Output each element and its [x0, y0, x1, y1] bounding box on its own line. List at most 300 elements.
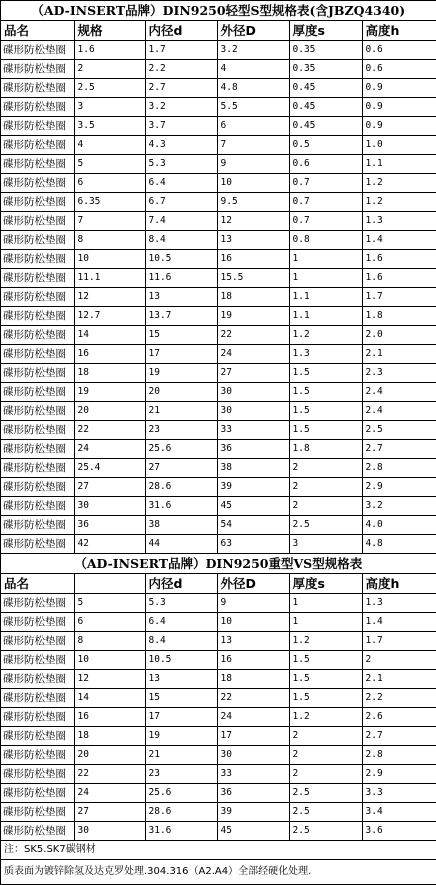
inner-diameter-cell: 23 — [145, 765, 217, 784]
inner-diameter-cell: 5.3 — [145, 594, 217, 613]
inner-diameter-cell: 15 — [145, 326, 217, 345]
outer-diameter-cell: 30 — [217, 402, 289, 421]
product-name-cell: 碟形防松垫圈 — [1, 803, 74, 822]
outer-diameter-cell: 38 — [217, 459, 289, 478]
inner-diameter-cell: 31.6 — [145, 497, 217, 516]
thickness-cell: 2 — [289, 727, 362, 746]
thickness-cell: 0.6 — [289, 155, 362, 174]
table-row — [1, 478, 436, 497]
size-cell: 3.5 — [74, 117, 145, 136]
inner-diameter-cell: 4.3 — [145, 136, 217, 155]
size-cell: 16 — [74, 708, 145, 727]
header-height: 高度h — [362, 21, 436, 41]
outer-diameter-cell: 10 — [217, 174, 289, 193]
table-row — [1, 231, 436, 250]
header-size: 规格 — [74, 21, 145, 41]
header-thickness: 厚度s — [289, 574, 362, 594]
inner-diameter-cell: 19 — [145, 364, 217, 383]
thickness-cell: 0.7 — [289, 212, 362, 231]
header-product-name: 品名 — [1, 21, 74, 41]
outer-diameter-cell: 18 — [217, 670, 289, 689]
thickness-cell: 2 — [289, 746, 362, 765]
outer-diameter-cell: 24 — [217, 345, 289, 364]
size-cell: 14 — [74, 326, 145, 345]
size-cell: 5 — [74, 155, 145, 174]
thickness-cell: 2.5 — [289, 803, 362, 822]
size-cell: 25.4 — [74, 459, 145, 478]
product-name-cell: 碟形防松垫圈 — [1, 345, 74, 364]
size-cell: 12 — [74, 288, 145, 307]
thickness-cell: 2 — [289, 765, 362, 784]
table-row — [1, 803, 436, 822]
product-name-cell: 碟形防松垫圈 — [1, 117, 74, 136]
product-name-cell: 碟形防松垫圈 — [1, 60, 74, 79]
inner-diameter-cell: 19 — [145, 727, 217, 746]
thickness-cell: 2.5 — [289, 784, 362, 803]
table-row — [1, 765, 436, 784]
outer-diameter-cell: 3.2 — [217, 41, 289, 60]
inner-diameter-cell: 1.7 — [145, 41, 217, 60]
inner-diameter-cell: 23 — [145, 421, 217, 440]
height-cell: 2.1 — [362, 670, 436, 689]
outer-diameter-cell: 16 — [217, 250, 289, 269]
height-cell: 3.6 — [362, 822, 436, 841]
table-row — [1, 459, 436, 478]
product-name-cell: 碟形防松垫圈 — [1, 155, 74, 174]
inner-diameter-cell: 38 — [145, 516, 217, 535]
thickness-cell: 2 — [289, 497, 362, 516]
height-cell: 2.5 — [362, 421, 436, 440]
table-row — [1, 41, 436, 60]
thickness-cell: 1.1 — [289, 288, 362, 307]
inner-diameter-cell: 8.4 — [145, 632, 217, 651]
thickness-cell: 0.45 — [289, 117, 362, 136]
height-cell: 2.1 — [362, 345, 436, 364]
height-cell: 0.9 — [362, 79, 436, 98]
spec-table — [1, 0, 436, 885]
table-row — [1, 383, 436, 402]
outer-diameter-cell: 39 — [217, 803, 289, 822]
inner-diameter-cell: 25.6 — [145, 440, 217, 459]
table-row — [1, 535, 436, 554]
product-name-cell: 碟形防松垫圈 — [1, 288, 74, 307]
height-cell: 2.0 — [362, 326, 436, 345]
table-row — [1, 746, 436, 765]
thickness-cell: 1.5 — [289, 383, 362, 402]
inner-diameter-cell: 2.7 — [145, 79, 217, 98]
table-row — [1, 632, 436, 651]
table-row — [1, 212, 436, 231]
outer-diameter-cell: 33 — [217, 421, 289, 440]
outer-diameter-cell: 4 — [217, 60, 289, 79]
inner-diameter-cell: 6.4 — [145, 174, 217, 193]
product-name-cell: 碟形防松垫圈 — [1, 478, 74, 497]
height-cell: 2.9 — [362, 478, 436, 497]
thickness-cell: 0.45 — [289, 98, 362, 117]
product-name-cell: 碟形防松垫圈 — [1, 421, 74, 440]
outer-diameter-cell: 13 — [217, 632, 289, 651]
height-cell: 0.9 — [362, 98, 436, 117]
inner-diameter-cell: 5.3 — [145, 155, 217, 174]
thickness-cell: 1.5 — [289, 402, 362, 421]
thickness-cell: 1.1 — [289, 307, 362, 326]
size-cell: 42 — [74, 535, 145, 554]
table-row — [1, 117, 436, 136]
table-row — [1, 822, 436, 841]
height-cell: 1.3 — [362, 212, 436, 231]
inner-diameter-cell: 3.2 — [145, 98, 217, 117]
header-size — [74, 574, 145, 594]
table-row — [1, 364, 436, 383]
inner-diameter-cell: 31.6 — [145, 822, 217, 841]
thickness-cell: 1.2 — [289, 708, 362, 727]
header-product-name: 品名 — [1, 574, 74, 594]
size-cell: 8 — [74, 231, 145, 250]
outer-diameter-cell: 9 — [217, 594, 289, 613]
height-cell: 2.6 — [362, 708, 436, 727]
size-cell: 20 — [74, 746, 145, 765]
height-cell: 1.7 — [362, 288, 436, 307]
product-name-cell: 碟形防松垫圈 — [1, 535, 74, 554]
product-name-cell: 碟形防松垫圈 — [1, 402, 74, 421]
inner-diameter-cell: 20 — [145, 383, 217, 402]
thickness-cell: 2.5 — [289, 822, 362, 841]
thickness-cell: 1.2 — [289, 326, 362, 345]
size-cell: 22 — [74, 421, 145, 440]
table-row — [1, 727, 436, 746]
height-cell: 1.6 — [362, 269, 436, 288]
material-note-row — [1, 841, 436, 860]
height-cell: 1.2 — [362, 174, 436, 193]
outer-diameter-cell: 18 — [217, 288, 289, 307]
size-cell: 18 — [74, 727, 145, 746]
product-name-cell: 碟形防松垫圈 — [1, 670, 74, 689]
height-cell: 0.9 — [362, 117, 436, 136]
outer-diameter-cell: 6 — [217, 117, 289, 136]
height-cell: 2 — [362, 651, 436, 670]
table-row — [1, 689, 436, 708]
product-name-cell: 碟形防松垫圈 — [1, 746, 74, 765]
header-outer-diameter: 外径D — [217, 574, 289, 594]
thickness-cell: 3 — [289, 535, 362, 554]
outer-diameter-cell: 9 — [217, 155, 289, 174]
product-name-cell: 碟形防松垫圈 — [1, 307, 74, 326]
finish-note-row — [1, 860, 436, 885]
size-cell: 27 — [74, 803, 145, 822]
outer-diameter-cell: 4.8 — [217, 79, 289, 98]
table-row — [1, 708, 436, 727]
height-cell: 2.4 — [362, 383, 436, 402]
size-cell: 11.1 — [74, 269, 145, 288]
product-name-cell: 碟形防松垫圈 — [1, 632, 74, 651]
height-cell: 4.0 — [362, 516, 436, 535]
thickness-cell: 0.7 — [289, 174, 362, 193]
thickness-cell: 1.5 — [289, 689, 362, 708]
thickness-cell: 2 — [289, 478, 362, 497]
outer-diameter-cell: 36 — [217, 440, 289, 459]
size-cell: 30 — [74, 822, 145, 841]
height-cell: 2.8 — [362, 746, 436, 765]
height-cell: 2.7 — [362, 727, 436, 746]
height-cell: 2.8 — [362, 459, 436, 478]
table-title-heavy — [1, 554, 436, 574]
size-cell: 3 — [74, 98, 145, 117]
inner-diameter-cell: 21 — [145, 402, 217, 421]
inner-diameter-cell: 21 — [145, 746, 217, 765]
size-cell: 20 — [74, 402, 145, 421]
outer-diameter-cell: 10 — [217, 613, 289, 632]
product-name-cell: 碟形防松垫圈 — [1, 594, 74, 613]
outer-diameter-cell: 45 — [217, 497, 289, 516]
thickness-cell: 0.8 — [289, 231, 362, 250]
thickness-cell: 1.5 — [289, 421, 362, 440]
size-cell: 6 — [74, 613, 145, 632]
outer-diameter-cell: 39 — [217, 478, 289, 497]
table-header-row — [1, 574, 436, 594]
outer-diameter-cell: 30 — [217, 746, 289, 765]
thickness-cell: 0.35 — [289, 60, 362, 79]
height-cell: 1.8 — [362, 307, 436, 326]
size-cell: 22 — [74, 765, 145, 784]
height-cell: 0.6 — [362, 60, 436, 79]
table-row — [1, 670, 436, 689]
table-row — [1, 651, 436, 670]
height-cell: 1.3 — [362, 594, 436, 613]
outer-diameter-cell: 5.5 — [217, 98, 289, 117]
table-row — [1, 307, 436, 326]
thickness-cell: 1.8 — [289, 440, 362, 459]
inner-diameter-cell: 27 — [145, 459, 217, 478]
table-row — [1, 345, 436, 364]
product-name-cell: 碟形防松垫圈 — [1, 136, 74, 155]
inner-diameter-cell: 8.4 — [145, 231, 217, 250]
table-row — [1, 174, 436, 193]
height-cell: 2.2 — [362, 689, 436, 708]
inner-diameter-cell: 10.5 — [145, 651, 217, 670]
inner-diameter-cell: 17 — [145, 345, 217, 364]
finish-note: 质表面为镀锌除氢及达克罗处理.304.316（A2.A4）全部经硬化处理. — [1, 860, 436, 885]
height-cell: 2.7 — [362, 440, 436, 459]
outer-diameter-cell: 36 — [217, 784, 289, 803]
table-row — [1, 79, 436, 98]
thickness-cell: 1.5 — [289, 670, 362, 689]
height-cell: 2.4 — [362, 402, 436, 421]
header-outer-diameter: 外径D — [217, 21, 289, 41]
thickness-cell: 1 — [289, 269, 362, 288]
thickness-cell: 2.5 — [289, 516, 362, 535]
outer-diameter-cell: 17 — [217, 727, 289, 746]
table-row — [1, 421, 436, 440]
table-title: （AD-INSERT品牌）DIN9250重型VS型规格表 — [1, 554, 436, 574]
product-name-cell: 碟形防松垫圈 — [1, 79, 74, 98]
size-cell: 18 — [74, 364, 145, 383]
height-cell: 1.4 — [362, 231, 436, 250]
product-name-cell: 碟形防松垫圈 — [1, 784, 74, 803]
table-row — [1, 193, 436, 212]
product-name-cell: 碟形防松垫圈 — [1, 231, 74, 250]
inner-diameter-cell: 13.7 — [145, 307, 217, 326]
table-row — [1, 269, 436, 288]
product-name-cell: 碟形防松垫圈 — [1, 364, 74, 383]
size-cell: 8 — [74, 632, 145, 651]
product-name-cell: 碟形防松垫圈 — [1, 689, 74, 708]
thickness-cell: 0.5 — [289, 136, 362, 155]
product-name-cell: 碟形防松垫圈 — [1, 765, 74, 784]
inner-diameter-cell: 6.4 — [145, 613, 217, 632]
product-name-cell: 碟形防松垫圈 — [1, 651, 74, 670]
height-cell: 4.8 — [362, 535, 436, 554]
size-cell: 19 — [74, 383, 145, 402]
outer-diameter-cell: 54 — [217, 516, 289, 535]
outer-diameter-cell: 22 — [217, 326, 289, 345]
size-cell: 24 — [74, 784, 145, 803]
table-title: （AD-INSERT品牌）DIN9250轻型S型规格表(含JBZQ4340) — [1, 1, 436, 21]
table-row — [1, 288, 436, 307]
inner-diameter-cell: 28.6 — [145, 478, 217, 497]
outer-diameter-cell: 27 — [217, 364, 289, 383]
inner-diameter-cell: 6.7 — [145, 193, 217, 212]
outer-diameter-cell: 9.5 — [217, 193, 289, 212]
header-inner-diameter: 内径d — [145, 574, 217, 594]
header-inner-diameter: 内径d — [145, 21, 217, 41]
product-name-cell: 碟形防松垫圈 — [1, 193, 74, 212]
inner-diameter-cell: 3.7 — [145, 117, 217, 136]
thickness-cell: 1.2 — [289, 632, 362, 651]
size-cell: 4 — [74, 136, 145, 155]
thickness-cell: 2 — [289, 459, 362, 478]
header-thickness: 厚度s — [289, 21, 362, 41]
inner-diameter-cell: 2.2 — [145, 60, 217, 79]
height-cell: 3.3 — [362, 784, 436, 803]
height-cell: 3.2 — [362, 497, 436, 516]
height-cell: 1.4 — [362, 613, 436, 632]
thickness-cell: 0.7 — [289, 193, 362, 212]
table-row — [1, 516, 436, 535]
outer-diameter-cell: 45 — [217, 822, 289, 841]
inner-diameter-cell: 13 — [145, 288, 217, 307]
size-cell: 10 — [74, 250, 145, 269]
height-cell: 1.7 — [362, 632, 436, 651]
product-name-cell: 碟形防松垫圈 — [1, 98, 74, 117]
product-name-cell: 碟形防松垫圈 — [1, 516, 74, 535]
size-cell: 1.6 — [74, 41, 145, 60]
size-cell: 2.5 — [74, 79, 145, 98]
size-cell: 30 — [74, 497, 145, 516]
height-cell: 1.1 — [362, 155, 436, 174]
table-row — [1, 402, 436, 421]
product-name-cell: 碟形防松垫圈 — [1, 212, 74, 231]
size-cell: 16 — [74, 345, 145, 364]
height-cell: 1.6 — [362, 250, 436, 269]
product-name-cell: 碟形防松垫圈 — [1, 41, 74, 60]
header-height: 高度h — [362, 574, 436, 594]
size-cell: 6.35 — [74, 193, 145, 212]
thickness-cell: 1 — [289, 613, 362, 632]
inner-diameter-cell: 28.6 — [145, 803, 217, 822]
height-cell: 1.0 — [362, 136, 436, 155]
height-cell: 1.2 — [362, 193, 436, 212]
size-cell: 2 — [74, 60, 145, 79]
product-name-cell: 碟形防松垫圈 — [1, 440, 74, 459]
size-cell: 36 — [74, 516, 145, 535]
product-name-cell: 碟形防松垫圈 — [1, 383, 74, 402]
product-name-cell: 碟形防松垫圈 — [1, 250, 74, 269]
table-row — [1, 784, 436, 803]
thickness-cell: 0.45 — [289, 79, 362, 98]
table-row — [1, 250, 436, 269]
product-name-cell: 碟形防松垫圈 — [1, 174, 74, 193]
outer-diameter-cell: 13 — [217, 231, 289, 250]
size-cell: 7 — [74, 212, 145, 231]
table-row — [1, 594, 436, 613]
table-row — [1, 326, 436, 345]
outer-diameter-cell: 19 — [217, 307, 289, 326]
size-cell: 14 — [74, 689, 145, 708]
thickness-cell: 1 — [289, 250, 362, 269]
size-cell: 6 — [74, 174, 145, 193]
table-header-row — [1, 21, 436, 41]
thickness-cell: 1.3 — [289, 345, 362, 364]
outer-diameter-cell: 15.5 — [217, 269, 289, 288]
height-cell: 2.3 — [362, 364, 436, 383]
inner-diameter-cell: 25.6 — [145, 784, 217, 803]
inner-diameter-cell: 15 — [145, 689, 217, 708]
table-row — [1, 136, 436, 155]
material-note: 注：SK5.SK7碳钢材 — [1, 841, 436, 860]
table-title-light — [1, 1, 436, 21]
product-name-cell: 碟形防松垫圈 — [1, 822, 74, 841]
size-cell: 12 — [74, 670, 145, 689]
product-name-cell: 碟形防松垫圈 — [1, 727, 74, 746]
outer-diameter-cell: 33 — [217, 765, 289, 784]
outer-diameter-cell: 7 — [217, 136, 289, 155]
product-name-cell: 碟形防松垫圈 — [1, 326, 74, 345]
product-name-cell: 碟形防松垫圈 — [1, 497, 74, 516]
inner-diameter-cell: 7.4 — [145, 212, 217, 231]
inner-diameter-cell: 11.6 — [145, 269, 217, 288]
outer-diameter-cell: 16 — [217, 651, 289, 670]
thickness-cell: 0.35 — [289, 41, 362, 60]
product-name-cell: 碟形防松垫圈 — [1, 459, 74, 478]
inner-diameter-cell: 10.5 — [145, 250, 217, 269]
outer-diameter-cell: 30 — [217, 383, 289, 402]
table-row — [1, 98, 436, 117]
size-cell: 12.7 — [74, 307, 145, 326]
height-cell: 3.4 — [362, 803, 436, 822]
inner-diameter-cell: 13 — [145, 670, 217, 689]
height-cell: 0.6 — [362, 41, 436, 60]
product-name-cell: 碟形防松垫圈 — [1, 708, 74, 727]
thickness-cell: 1.5 — [289, 651, 362, 670]
table-row — [1, 440, 436, 459]
size-cell: 27 — [74, 478, 145, 497]
outer-diameter-cell: 12 — [217, 212, 289, 231]
height-cell: 2.9 — [362, 765, 436, 784]
table-row — [1, 613, 436, 632]
outer-diameter-cell: 24 — [217, 708, 289, 727]
thickness-cell: 1.5 — [289, 364, 362, 383]
product-name-cell: 碟形防松垫圈 — [1, 269, 74, 288]
size-cell: 10 — [74, 651, 145, 670]
thickness-cell: 1 — [289, 594, 362, 613]
outer-diameter-cell: 63 — [217, 535, 289, 554]
size-cell: 5 — [74, 594, 145, 613]
product-name-cell: 碟形防松垫圈 — [1, 613, 74, 632]
outer-diameter-cell: 22 — [217, 689, 289, 708]
table-row — [1, 155, 436, 174]
inner-diameter-cell: 44 — [145, 535, 217, 554]
table-row — [1, 60, 436, 79]
